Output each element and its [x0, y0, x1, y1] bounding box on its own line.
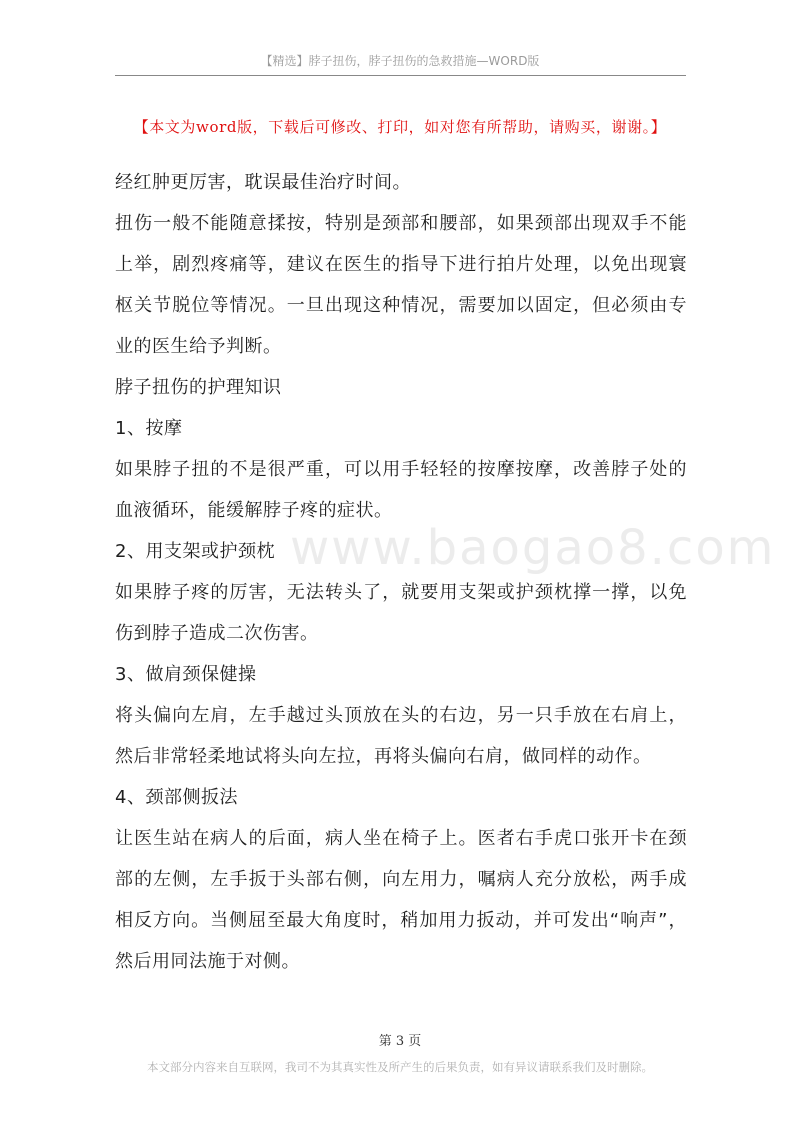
paragraph: 如果脖子疼的厉害，无法转头了，就要用支架或护颈枕撑一撑，以免伤到脖子造成二次伤害。	[115, 582, 687, 644]
header-divider	[115, 75, 686, 76]
document-header-title: 【精选】脖子扭伤，脖子扭伤的急救措施—WORD版	[260, 54, 540, 68]
subheading: 1、按摩	[115, 418, 183, 439]
section-title: 脖子扭伤的护理知识	[115, 377, 282, 398]
paragraph: 经红肿更厉害，耽误最佳治疗时间。	[115, 172, 411, 193]
subheading: 3、做肩颈保健操	[115, 664, 257, 685]
subheading: 2、用支架或护颈枕	[115, 541, 275, 562]
subheading: 4、颈部侧扳法	[115, 787, 238, 808]
download-notice: 【本文为word版，下载后可修改、打印，如对您有所帮助，请购买，谢谢。】	[133, 118, 667, 136]
page-number: 第 3 页	[378, 1034, 422, 1049]
document-body	[115, 162, 776, 982]
watermark: www.baogao8.com	[290, 520, 776, 576]
paragraph: 如果脖子扭的不是很严重，可以用手轻轻的按摩按摩，改善脖子处的血液循环，能缓解脖子疼的症状。	[115, 459, 687, 521]
paragraph: 将头偏向左肩，左手越过头顶放在头的右边，另一只手放在右肩上，然后非常轻柔地试将头向左拉，再将头偏向右肩，做同样的动作。	[115, 705, 687, 767]
paragraph: 扭伤一般不能随意揉按，特别是颈部和腰部，如果颈部出现双手不能上举，剧烈疼痛等，建议在医生的指导下进行拍片处理，以免出现寰枢关节脱位等情况。一旦出现这种情况，需要加以固定，但必须由专业的医生给予判断。	[115, 213, 687, 357]
paragraph: 让医生站在病人的后面，病人坐在椅子上。医者右手虎口张开卡在颈部的左侧，左手扳于头部右侧，向左用力，嘱病人充分放松，两手成相反方向。当侧屈至最大角度时，稍加用力扳动，并可发出“响声”，然后用同法施于对侧。	[115, 828, 687, 972]
disclaimer-footer: 本文部分内容来自互联网，我司不为其真实性及所产生的后果负责，如有异议请联系我们及时删除。	[147, 1060, 653, 1074]
